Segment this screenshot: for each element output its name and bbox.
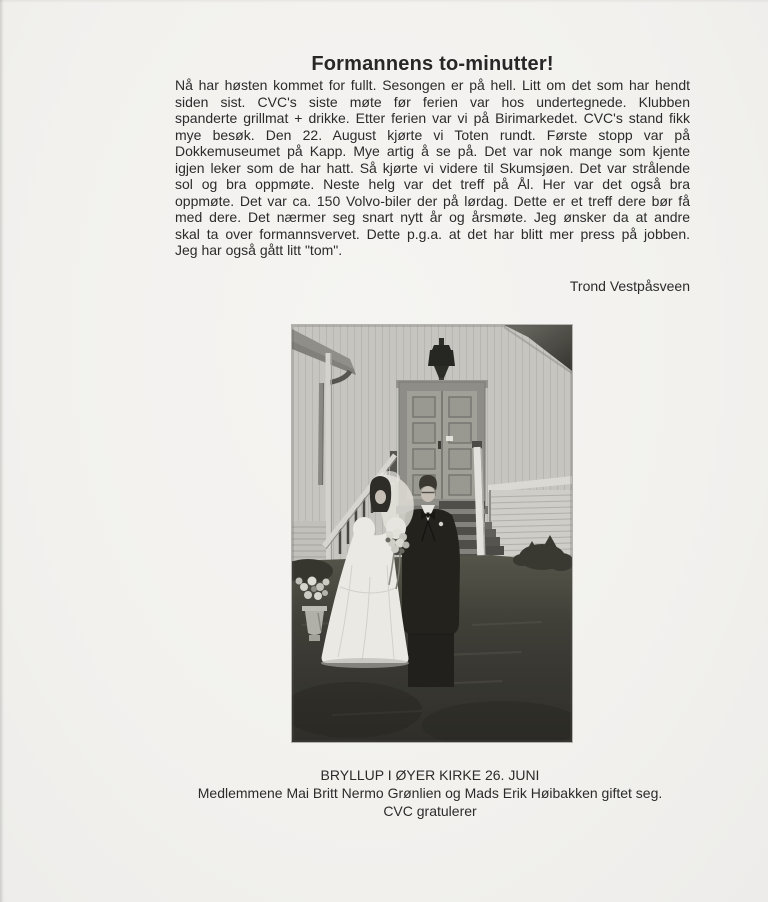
- photo-caption: [168, 766, 692, 820]
- article-line: med dere. Det nærmer seg snart nytt år og årsmøte. Jeg ønsker da at andre: [175, 209, 690, 225]
- article-body: [175, 77, 690, 259]
- caption-title: BRYLLUP I ØYER KIRKE 26. JUNI: [320, 767, 540, 783]
- article-line: sol og bra oppmøte. Neste helg var det treff på Ål. Her var det også bra: [175, 176, 690, 192]
- page-title: Formannens to-minutter!: [311, 53, 554, 76]
- article-line: mye besøk. Den 22. August kjørte vi Toten rundt. Første stopp var på: [175, 126, 690, 143]
- article-line: Dokkemuseumet på Kapp. Mye artig å se på. Det var nok mange som kjente: [175, 143, 690, 159]
- article-line: Nå har høsten kommet for fullt. Sesongen er på hell. Litt om det som har hendt: [175, 77, 690, 93]
- article-line: oppmøte. Det var ca. 150 Volvo-biler der på lørdag. Dette er et treff dere bør få: [175, 192, 690, 209]
- wedding-photo-image: [292, 325, 572, 742]
- article-line: spanderte grillmat + drikke. Etter ferien var vi på Birimarkedet. CVC's stand fikk: [175, 110, 690, 126]
- article-line: igjen leker som de har hatt. Så kjørte vi videre til Skumsjøen. Det var strålende: [175, 159, 690, 176]
- article-line: Jeg har også gått litt "tom".: [175, 242, 343, 258]
- article-line: siden sist. CVC's siste møte før ferien var hos undertegnede. Klubben: [175, 93, 690, 110]
- article-line: skal ta over formannsvervet. Dette p.g.a. at det har blitt mer press på jobben.: [175, 225, 690, 242]
- wedding-photo: [292, 325, 572, 742]
- caption-names: Medlemmene Mai Britt Nermo Grønlien og Mads Erik Høibakken giftet seg.: [197, 785, 663, 801]
- signature: Trond Vestpåsveen: [569, 278, 690, 294]
- caption-credit: CVC gratulerer: [383, 803, 477, 819]
